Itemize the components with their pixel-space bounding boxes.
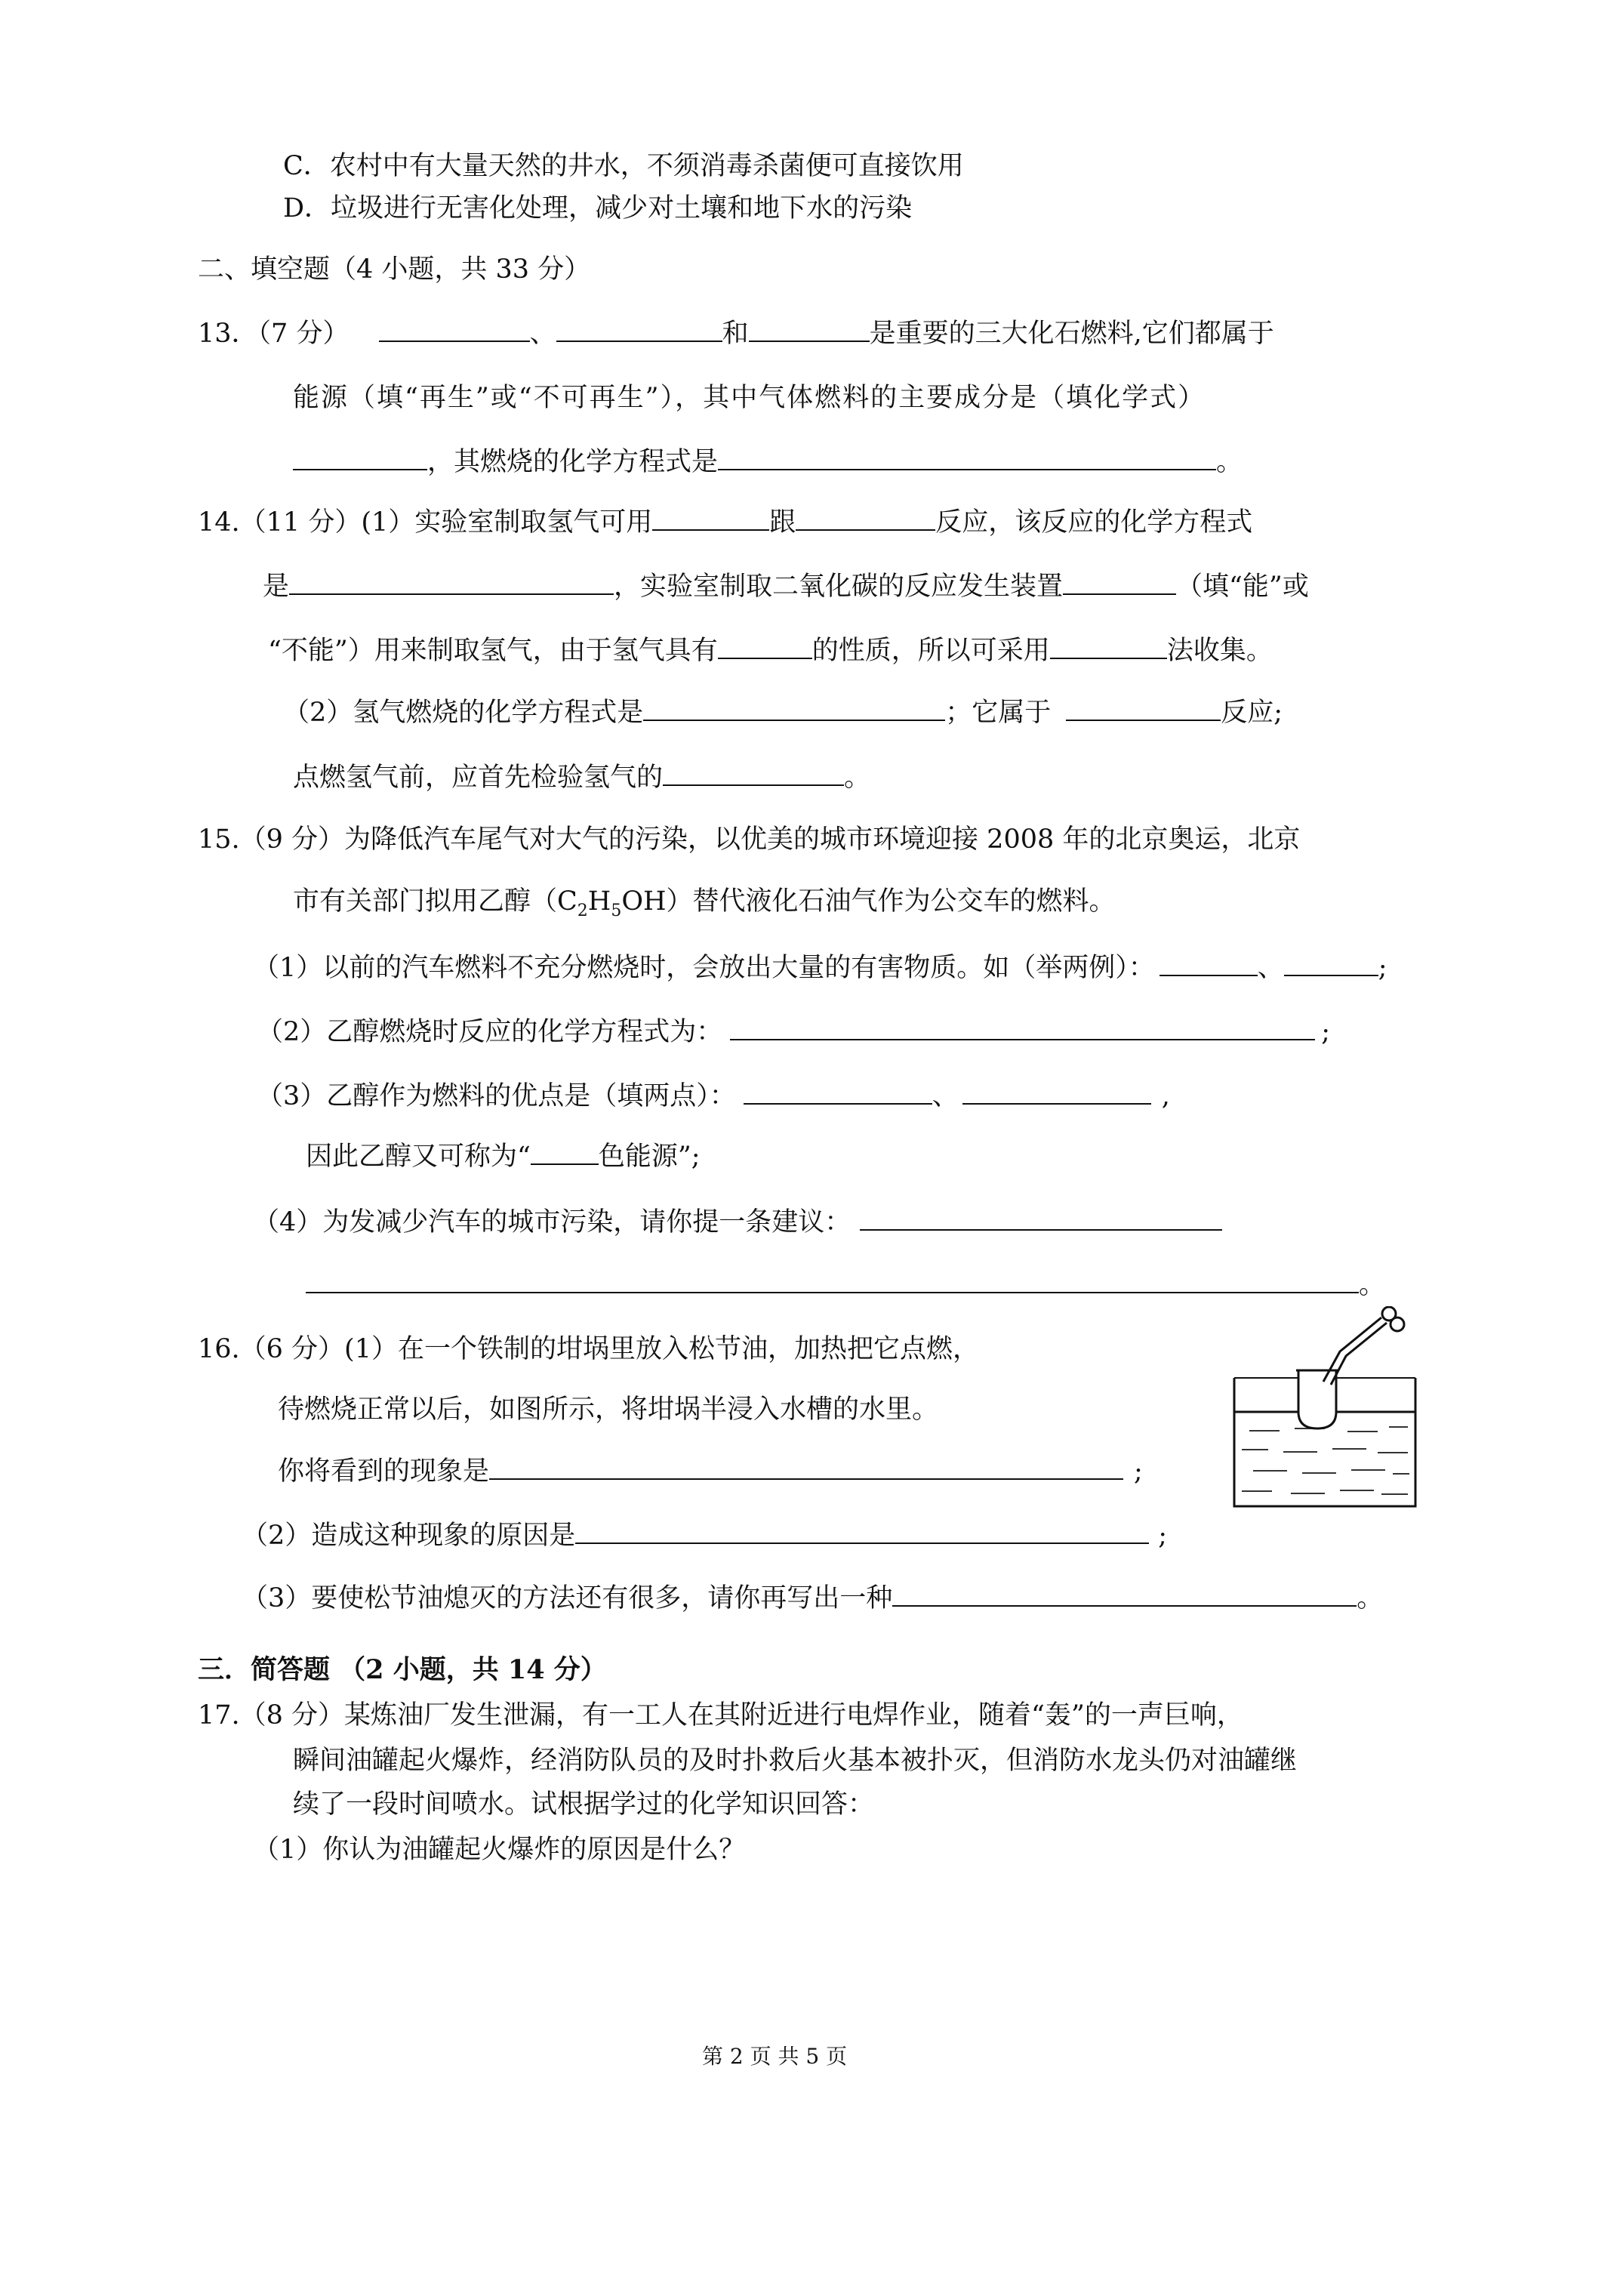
crucible-in-water-figure [1227,1306,1423,1518]
q15-part-4 [253,1206,1222,1239]
q14-l2-text-c: （填“能”或 [1176,572,1309,602]
q14-blank-7[interactable] [643,697,945,721]
q14-l4-text-a: （2）氢气燃烧的化学方程式是 [283,698,644,728]
q15-l2-text-b: OH）替代液化石油气作为公交车的燃料。 [621,886,1116,917]
q15-l2-text-a: 市有关部门拟用乙醇（C [293,886,577,917]
q15-line-1: 15.（9 分）为降低汽车尾气对大气的污染，以优美的城市环境迎接 2008 年的北京奥运，北京 [198,824,1301,855]
q17-line-3: 续了一段时间喷水。试根据学过的化学知识回答： [293,1789,875,1820]
q15-subscript-2: 2 [577,901,588,920]
q15-blank-7[interactable] [860,1207,1222,1231]
q15-part-2 [257,1015,1330,1049]
q14-l2-text-b: ，实验室制取二氧化碳的反应发生装置 [614,572,1064,602]
q14-text-c: 反应，该反应的化学方程式 [935,507,1253,538]
q14-blank-8[interactable] [1066,697,1221,721]
q14-blank-5[interactable] [718,635,812,659]
q15-part-4b [306,1268,1385,1302]
q16-l4-end: ; [1158,1521,1168,1551]
q15-blank-8[interactable] [306,1269,1359,1293]
q15-part-3b [306,1140,701,1173]
q14-line-2 [263,570,1309,603]
q16-l4-text: （2）造成这种现象的原因是 [242,1521,576,1551]
q16-line-3 [278,1455,1143,1488]
q13-line-3 [293,445,1243,479]
q13-end: 。 [1216,447,1243,477]
q14-l5-text-a: 点燃氢气前，应首先检验氢气的 [293,763,664,793]
q15-p1-end: ; [1378,953,1387,983]
q16-l3-end: ; [1134,1456,1143,1487]
q16-blank-1[interactable] [489,1456,1123,1480]
q14-blank-1[interactable] [652,507,769,531]
q14-text-b: 跟 [769,507,796,538]
q16-blank-3[interactable] [892,1583,1357,1607]
q13-line-3-text: ，其燃烧的化学方程式是 [427,447,719,477]
q13-line-1 [198,317,1274,350]
q13-blank-3[interactable] [749,318,870,342]
q14-line-5 [293,761,870,794]
q15-blank-2[interactable] [1284,952,1378,976]
q13-blank-1[interactable] [379,318,530,342]
q13-line-2: 能源（填“再生”或“不可再生”），其中气体燃料的主要成分是（填化学式） [293,383,1206,413]
q14-line-3 [268,634,1273,667]
q15-p3b-text-a: 因此乙醇又可称为“ [306,1142,531,1172]
q15-p1-sep: 、 [1257,953,1284,983]
q15-p4-text: （4）为发减少汽车的城市污染，请你提一条建议： [253,1207,852,1237]
q13-blank-2[interactable] [556,318,722,342]
q14-l2-text-a: 是 [263,572,290,602]
q13-number: 13．（7 分） [198,319,350,349]
q15-p3-text: （3）乙醇作为燃料的优点是（填两点）： [257,1081,736,1111]
q16-line-5 [242,1582,1383,1615]
q13-text-b: 是重要的三大化石燃料,它们都属于 [869,319,1274,349]
q15-p3b-text-b: 色能源”; [598,1142,701,1172]
q13-sep-1: 、 [529,319,556,349]
q14-line-4 [283,696,1283,729]
option-d: D．垃圾进行无害化处理，减少对土壤和地下水的污染 [283,193,913,223]
q14-l4-text-c: 反应; [1221,698,1283,728]
q16-line-2: 待燃烧正常以后，如图所示，将坩埚半浸入水槽的水里。 [278,1395,939,1425]
q14-l4-text-b: ；它属于 [945,698,1052,728]
water-ripples [1242,1427,1409,1494]
q15-p2-text: （2）乙醇燃烧时反应的化学方程式为： [257,1017,723,1047]
q13-sep-2: 和 [722,319,749,349]
q14-blank-4[interactable] [1063,571,1176,595]
q14-l5-text-b: 。 [844,763,871,793]
q15-p1-text: （1）以前的汽车燃料不充分燃烧时，会放出大量的有害物质。如（举两例）： [253,953,1155,983]
q17-part-1: （1）你认为油罐起火爆炸的原因是什么？ [253,1835,746,1865]
option-c: C．农村中有大量天然的井水，不须消毒杀菌便可直接饮用 [283,151,964,181]
q15-line-2 [293,885,1116,928]
q15-blank-6[interactable] [531,1141,599,1165]
q15-blank-1[interactable] [1160,952,1258,976]
q14-blank-6[interactable] [1050,635,1167,659]
q14-l3-text-a: “不能”）用来制取氢气，由于氢气具有 [268,636,718,666]
page-footer: 第 2 页 共 5 页 [702,2044,848,2069]
q13-blank-4[interactable] [293,446,427,470]
q14-l3-text-c: 法收集。 [1166,636,1273,666]
q15-blank-5[interactable] [962,1080,1151,1105]
q15-part-1 [253,951,1387,985]
q15-part-3 [257,1080,1170,1113]
q16-blank-2[interactable] [575,1520,1149,1544]
q16-l5-text: （3）要使松节油熄灭的方法还有很多，请你再写出一种 [242,1583,893,1613]
q14-line-1 [198,506,1252,539]
q14-blank-2[interactable] [796,507,935,531]
q16-l5-end: 。 [1357,1583,1384,1613]
q17-line-2: 瞬间油罐起火爆炸，经消防队员的及时扑救后火基本被扑灭，但消防水龙头仍对油罐继 [293,1746,1298,1776]
q15-p3-end: , [1161,1081,1170,1111]
crucible [1298,1370,1336,1428]
q15-p4-end: 。 [1359,1270,1386,1300]
q17-line-1: 17.（8 分）某炼油厂发生泄漏，有一工人在其附近进行电焊作业，随着“轰”的一声巨响， [198,1700,1243,1730]
q14-l3-text-b: 的性质，所以可采用 [812,636,1050,666]
q16-l3-text: 你将看到的现象是 [278,1456,490,1487]
q16-line-1: 16.（6 分）(1）在一个铁制的坩埚里放入松节油，加热把它点燃， [198,1334,979,1364]
section-3-heading: 三．简答题 （2 小题，共 14 分） [198,1654,607,1685]
tongs-handle-2 [1390,1318,1404,1331]
q15-blank-3[interactable] [730,1016,1315,1040]
section-2-heading: 二、填空题（4 小题，共 33 分） [198,254,591,285]
q14-text-a: 14.（11 分）(1）实验室制取氢气可用 [198,507,653,538]
q15-blank-4[interactable] [744,1080,932,1105]
q15-p3-sep: 、 [932,1081,959,1111]
q15-p2-end: ; [1321,1017,1331,1047]
q15-h: H [587,886,611,917]
q15-subscript-5: 5 [611,901,622,920]
q14-blank-3[interactable] [289,571,614,595]
q13-blank-5[interactable] [718,446,1216,470]
q14-blank-9[interactable] [663,762,844,786]
q16-line-4 [242,1519,1167,1552]
